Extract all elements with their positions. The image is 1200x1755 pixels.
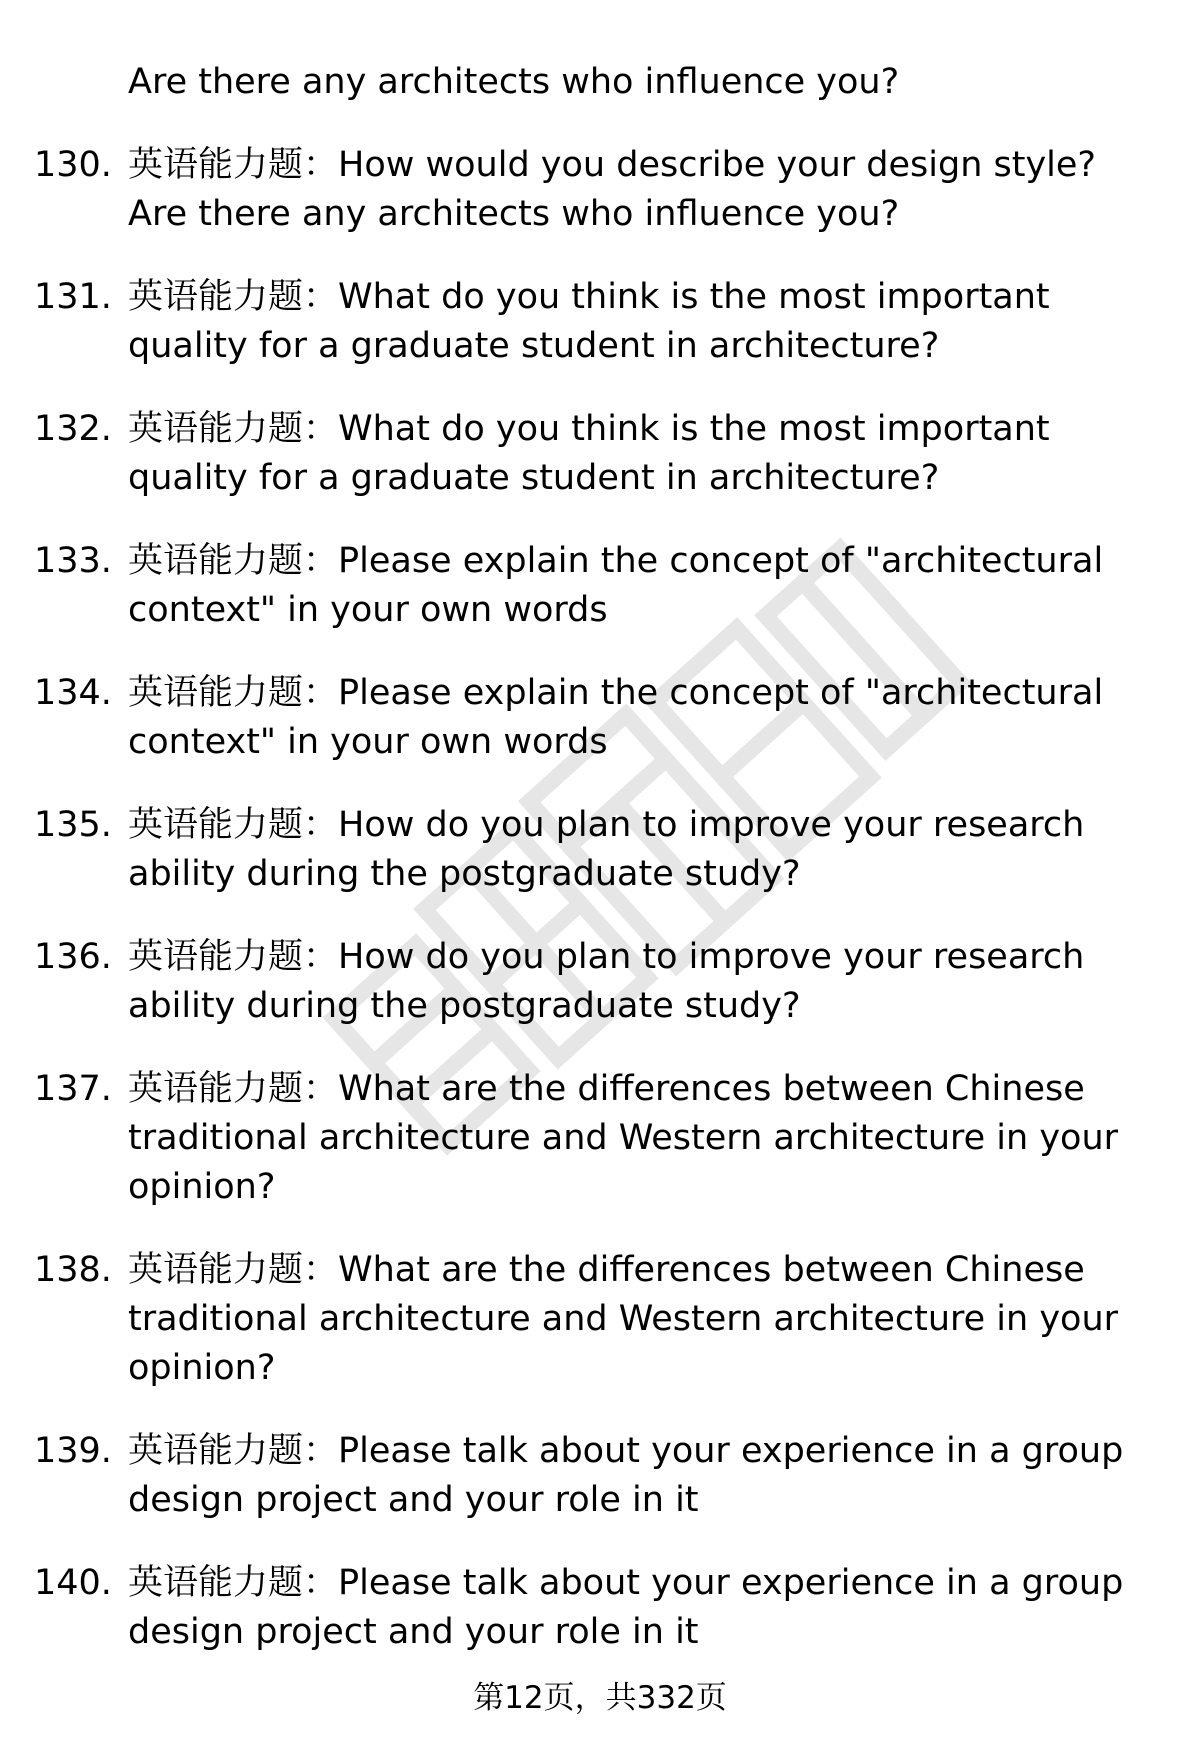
question-text (128, 669, 1128, 767)
question-text (128, 537, 1128, 635)
question-number: 131. (34, 277, 112, 317)
list-item (0, 1559, 1200, 1657)
list-item (0, 141, 1200, 239)
question-number: 133. (34, 541, 112, 581)
list-item (0, 1065, 1200, 1212)
question-text (128, 1559, 1128, 1657)
question-number: 137. (34, 1069, 112, 1109)
question-body: What do you think is the most important quality for a graduate student in architecture? (128, 277, 1050, 366)
page-number-footer: 第12页，共332页 (473, 1680, 727, 1716)
question-body: What are the differences between Chinese traditional architecture and Western architecture in your opinion? (128, 1069, 1119, 1207)
question-prefix: 英语能力题： (128, 277, 339, 317)
question-number: 136. (34, 937, 112, 977)
question-text (128, 1246, 1128, 1393)
carryover-line: Are there any architects who influence you? (128, 62, 900, 102)
list-item (0, 801, 1200, 899)
question-text (128, 1427, 1128, 1525)
question-number: 135. (34, 805, 112, 845)
list-item (0, 1427, 1200, 1525)
question-prefix: 英语能力题： (128, 1250, 339, 1290)
question-text (128, 933, 1128, 1031)
question-body: How do you plan to improve your research ability during the postgraduate study? (128, 805, 1085, 894)
question-body: Please talk about your experience in a group design project and your role in it (128, 1431, 1124, 1520)
question-number: 138. (34, 1250, 112, 1290)
list-item (0, 273, 1200, 371)
list-item (0, 537, 1200, 635)
question-text (128, 1065, 1128, 1212)
question-number: 139. (34, 1431, 112, 1471)
question-number: 132. (34, 409, 112, 449)
list-item (0, 669, 1200, 767)
question-body: Please explain the concept of "architectural context" in your own words (128, 541, 1104, 630)
question-prefix: 英语能力题： (128, 1431, 339, 1471)
list-item (0, 1246, 1200, 1393)
question-prefix: 英语能力题： (128, 541, 339, 581)
question-body: How would you describe your design style? Are there any architects who influence you? (128, 145, 1097, 234)
question-text (128, 141, 1128, 239)
list-item (0, 405, 1200, 503)
question-text (128, 405, 1128, 503)
question-prefix: 英语能力题： (128, 145, 339, 185)
question-prefix: 英语能力题： (128, 1069, 339, 1109)
question-body: What do you think is the most important quality for a graduate student in architecture? (128, 409, 1050, 498)
question-prefix: 英语能力题： (128, 1563, 339, 1603)
question-text (128, 801, 1128, 899)
question-body: How do you plan to improve your research ability during the postgraduate study? (128, 937, 1085, 1026)
question-body: Please talk about your experience in a group design project and your role in it (128, 1563, 1124, 1652)
question-number: 140. (34, 1563, 112, 1603)
question-list (0, 58, 1200, 1691)
question-text (128, 273, 1128, 371)
question-number: 134. (34, 673, 112, 713)
list-item (0, 933, 1200, 1031)
question-number: 130. (34, 145, 112, 185)
question-prefix: 英语能力题： (128, 805, 339, 845)
question-body: What are the differences between Chinese traditional architecture and Western architecture in your opinion? (128, 1250, 1119, 1388)
question-prefix: 英语能力题： (128, 937, 339, 977)
question-body: Please explain the concept of "architectural context" in your own words (128, 673, 1104, 762)
question-prefix: 英语能力题： (128, 673, 339, 713)
question-prefix: 英语能力题： (128, 409, 339, 449)
